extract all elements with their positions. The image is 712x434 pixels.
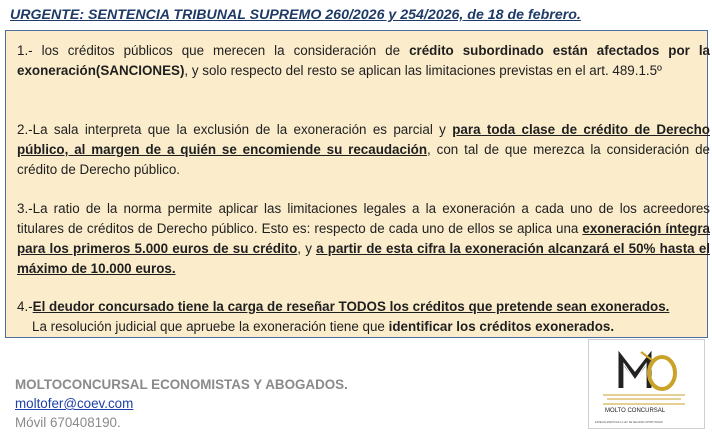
- point-2-text-end: , con tal de que merezca la consideración de crédito de Derecho público.: [17, 142, 711, 177]
- point-1-text: 1.- los créditos públicos que merecen la consideración de: [17, 43, 410, 58]
- point-4-number: 4.-: [17, 299, 33, 314]
- notice-title: URGENTE: SENTENCIA TRIBUNAL SUPREMO 260/2026 y 254/2026, de 18 de febrero.: [10, 7, 581, 23]
- point-3: [17, 199, 710, 279]
- point-1: [17, 41, 710, 81]
- point-3-text: 3.-La ratio de la norma permite aplicar las limitaciones legales a la exoneración a cada uno de los acreedores titulares de créditos de Derecho público. Esto es: respecto de cada uno de ellos se aplica una: [17, 201, 710, 236]
- point-3-connector: , y: [297, 241, 317, 256]
- point-4-second-line: [17, 317, 710, 337]
- logo-graphic: [589, 340, 704, 428]
- logo-tagline: ESPECIALIZADOS EN LA LEY DE SEGUNDA OPORTUNIDAD: [595, 421, 663, 424]
- point-4-highlight-2: identificar los créditos exonerados.: [388, 319, 615, 334]
- point-3-highlight-1: exoneración íntegra para los primeros 5.000 euros de su crédito: [17, 221, 710, 256]
- point-4-text: La resolución judicial que apruebe la exoneración tiene que: [32, 319, 389, 334]
- point-1-highlight: crédito subordinado están afectados por la exoneración(SANCIONES): [17, 43, 710, 78]
- molto-concursal-logo: [588, 339, 705, 429]
- firm-name: MOLTOCONCURSAL ECONOMISTAS Y ABOGADOS.: [15, 377, 348, 392]
- firm-phone: Móvil 670408190.: [15, 415, 121, 430]
- point-2-text: 2.-La sala interpreta que la exclusión de la exoneración es parcial y: [17, 122, 453, 137]
- point-4: [17, 297, 710, 337]
- ruling-summary-panel: [5, 30, 711, 338]
- point-2-highlight: para toda clase de crédito de Derecho público, al margen de a quién se encomiende su recaudación: [17, 122, 710, 157]
- point-2: [17, 120, 710, 180]
- point-4-highlight: El deudor concursado tiene la carga de reseñar TODOS los créditos que pretende sean exonerados.: [32, 299, 670, 314]
- firm-contact-block: [15, 375, 348, 432]
- logo-text: MOLTO CONCURSAL: [605, 408, 666, 414]
- point-3-highlight-2: a partir de esta cifra la exoneración alcanzará el 50% hasta el máximo de 10.000 euros.: [17, 241, 710, 276]
- point-1-text-end: , y solo respecto del resto se aplican las limitaciones previstas en el art. 489.1.5º: [184, 63, 662, 78]
- firm-email-link[interactable]: moltofer@coev.com: [15, 396, 134, 411]
